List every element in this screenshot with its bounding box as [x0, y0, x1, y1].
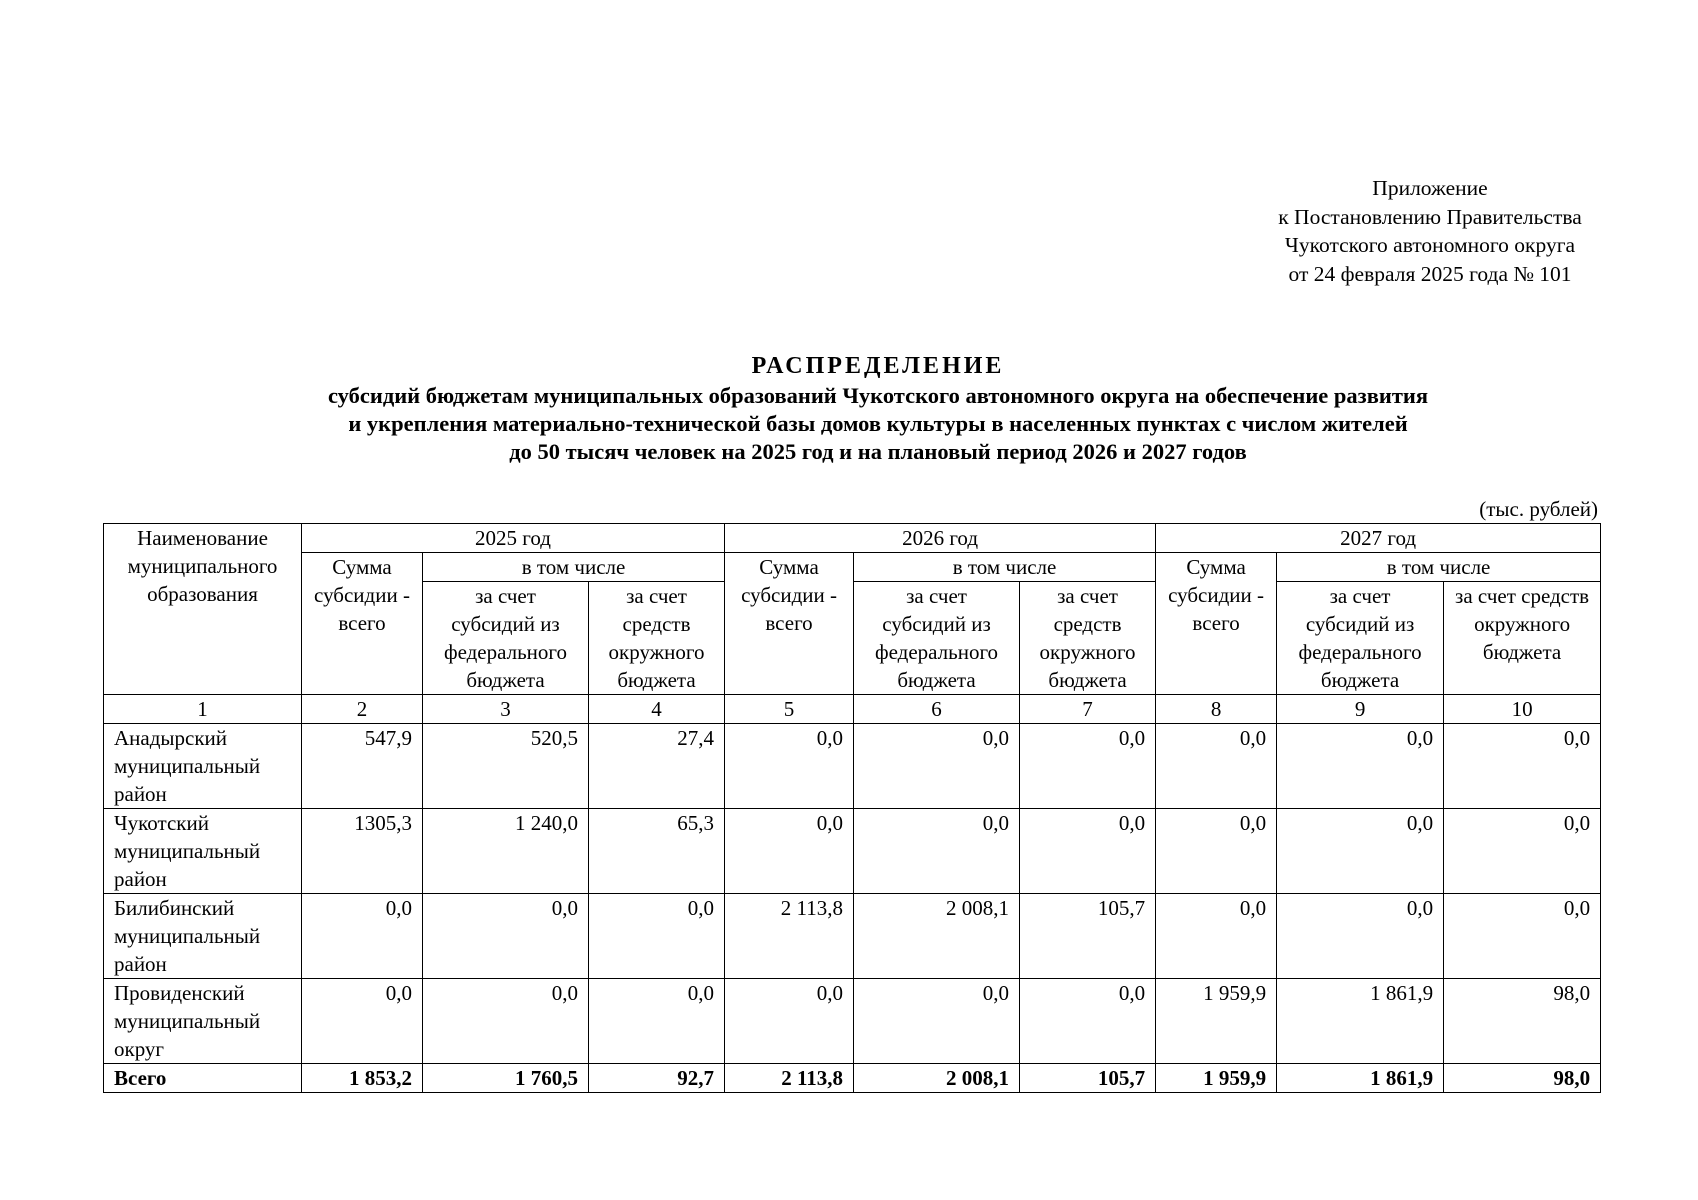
total-value: 1 760,5	[423, 1064, 589, 1093]
cell-value: 1305,3	[302, 809, 423, 894]
cell-value: 0,0	[725, 724, 854, 809]
cell-value: 0,0	[854, 979, 1020, 1064]
header-including: в том числе	[1277, 553, 1601, 582]
column-number: 3	[423, 695, 589, 724]
column-number: 2	[302, 695, 423, 724]
header-okrug: за счет средств окружного бюджета	[1020, 582, 1156, 695]
total-value: 98,0	[1444, 1064, 1601, 1093]
column-number-row	[104, 695, 1601, 724]
column-number: 8	[1156, 695, 1277, 724]
total-value: 105,7	[1020, 1064, 1156, 1093]
header-sum: Сумма субсидии - всего	[302, 553, 423, 695]
cell-value: 27,4	[589, 724, 725, 809]
cell-value: 0,0	[1277, 809, 1444, 894]
header-okrug: за счет средств окружного бюджета	[589, 582, 725, 695]
cell-value: 0,0	[1277, 724, 1444, 809]
cell-value: 0,0	[1156, 809, 1277, 894]
total-value: 2 113,8	[725, 1064, 854, 1093]
document-subtitle-line: до 50 тысяч человек на 2025 год и на плановый период 2026 и 2027 годов	[509, 439, 1247, 464]
cell-value: 2 113,8	[725, 894, 854, 979]
cell-value: 0,0	[1444, 894, 1601, 979]
table-row	[104, 809, 1601, 894]
total-label: Всего	[104, 1064, 302, 1093]
cell-value: 1 861,9	[1277, 979, 1444, 1064]
total-value: 92,7	[589, 1064, 725, 1093]
cell-value: 0,0	[1444, 809, 1601, 894]
column-number: 10	[1444, 695, 1601, 724]
header-including: в том числе	[854, 553, 1156, 582]
cell-value: 520,5	[423, 724, 589, 809]
column-number: 6	[854, 695, 1020, 724]
cell-value: 547,9	[302, 724, 423, 809]
header-okrug: за счет средств окружного бюджета	[1444, 582, 1601, 695]
table-row	[104, 894, 1601, 979]
cell-value: 0,0	[725, 979, 854, 1064]
header-sum: Сумма субсидии - всего	[725, 553, 854, 695]
cell-value: 0,0	[589, 894, 725, 979]
total-value: 2 008,1	[854, 1064, 1020, 1093]
total-value: 1 861,9	[1277, 1064, 1444, 1093]
cell-value: 0,0	[302, 894, 423, 979]
cell-value: 0,0	[725, 809, 854, 894]
cell-value: 0,0	[1020, 809, 1156, 894]
total-value: 1 959,9	[1156, 1064, 1277, 1093]
cell-value: 0,0	[854, 724, 1020, 809]
appendix-line: Чукотского автономного округа	[1284, 233, 1576, 257]
column-number: 5	[725, 695, 854, 724]
column-number: 4	[589, 695, 725, 724]
header-federal: за счет субсидий из федерального бюджета	[423, 582, 589, 695]
subsidy-table	[103, 523, 1601, 1093]
cell-value: 105,7	[1020, 894, 1156, 979]
cell-value: 1 959,9	[1156, 979, 1277, 1064]
document-subtitle-line: субсидий бюджетам муниципальных образований Чукотского автономного округа на обеспечение развития	[327, 383, 1429, 408]
cell-value: 98,0	[1444, 979, 1601, 1064]
header-federal: за счет субсидий из федерального бюджета	[1277, 582, 1444, 695]
cell-value: 1 240,0	[423, 809, 589, 894]
appendix-line: Приложение	[1372, 176, 1488, 200]
document-title: РАСПРЕДЕЛЕНИЕ	[751, 353, 1005, 379]
cell-value: 0,0	[1156, 894, 1277, 979]
header-sum: Сумма субсидии - всего	[1156, 553, 1277, 695]
cell-value: 0,0	[854, 809, 1020, 894]
cell-value: 2 008,1	[854, 894, 1020, 979]
cell-value: 0,0	[1156, 724, 1277, 809]
table-row	[104, 979, 1601, 1064]
cell-value: 65,3	[589, 809, 725, 894]
header-federal: за счет субсидий из федерального бюджета	[854, 582, 1020, 695]
row-name: Чукотский муниципальный район	[104, 809, 302, 894]
header-year-2026: 2026 год	[725, 524, 1156, 553]
units-label: (тыс. рублей)	[1479, 497, 1598, 521]
appendix-block	[1230, 174, 1630, 288]
row-name: Билибинский муниципальный район	[104, 894, 302, 979]
table-row	[104, 724, 1601, 809]
header-row-years	[104, 524, 1601, 553]
cell-value: 0,0	[302, 979, 423, 1064]
cell-value: 0,0	[423, 894, 589, 979]
total-row	[104, 1064, 1601, 1093]
header-name: Наименование муниципального образования	[104, 524, 302, 695]
cell-value: 0,0	[1277, 894, 1444, 979]
appendix-line: от 24 февраля 2025 года № 101	[1288, 261, 1572, 286]
header-including: в том числе	[423, 553, 725, 582]
document-subtitle-line: и укрепления материально-технической базы домов культуры в населенных пунктах с числом жителей	[348, 411, 1408, 436]
cell-value: 0,0	[1020, 724, 1156, 809]
appendix-line: к Постановлению Правительства	[1278, 204, 1582, 229]
column-number: 1	[104, 695, 302, 724]
header-row-groups	[104, 553, 1601, 582]
cell-value: 0,0	[589, 979, 725, 1064]
row-name: Анадырский муниципальный район	[104, 724, 302, 809]
total-value: 1 853,2	[302, 1064, 423, 1093]
row-name: Провиденский муниципальный округ	[104, 979, 302, 1064]
cell-value: 0,0	[423, 979, 589, 1064]
cell-value: 0,0	[1444, 724, 1601, 809]
document-heading	[100, 350, 1656, 466]
column-number: 7	[1020, 695, 1156, 724]
column-number: 9	[1277, 695, 1444, 724]
cell-value: 0,0	[1020, 979, 1156, 1064]
header-year-2027: 2027 год	[1156, 524, 1601, 553]
header-year-2025: 2025 год	[302, 524, 725, 553]
